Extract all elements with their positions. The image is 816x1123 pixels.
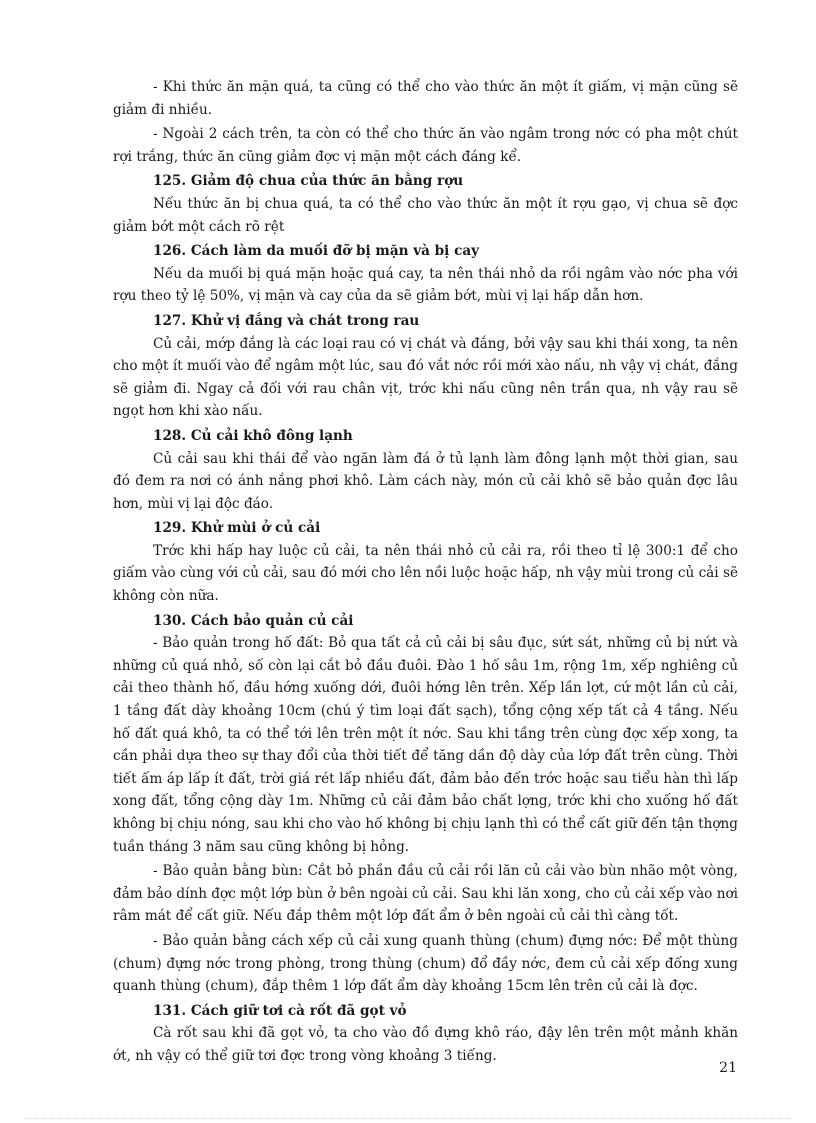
body-paragraph: Nếu da muối bị quá mặn hoặc quá cay, ta nên thái nhỏ da rồi ngâm vào nớc pha với rợu theo tỷ lệ 50%, vị mặn và cay của da sẽ giảm bớt, mùi vị lại hấp dẫn hơn. [113, 265, 738, 305]
section-heading: 125. Giảm độ chua của thức ăn bằng rợu [153, 173, 464, 190]
body-paragraph: - Bảo quản bằng bùn: Cắt bỏ phần đầu củ cải rồi lăn củ cải vào bùn nhão một vòng, đảm bảo dính đợc một lớp bùn ở bên ngoài củ cải. Sau khi lăn xong, cho củ cải xếp vào nơi râm mát để cất giữ. Nếu đắp thêm một lớp đất ẩm ở bên ngoài củ cải thì càng tốt. [113, 863, 738, 925]
page-body [113, 76, 738, 1068]
section-heading: 127. Khử vị đắng và chát trong rau [153, 312, 420, 329]
body-paragraph: Củ cải, mớp đắng là các loại rau có vị chát và đắng, bởi vậy sau khi thái xong, ta nên cho một ít muối vào để ngâm một lúc, sau đó vắt nớc rồi mới xào nấu, nh vậy vị chát, đắng sẽ giảm đi. Ngay cả đối với rau chân vịt, trớc khi nấu cũng nên trần qua, nh vậy rau sẽ ngọt hơn khi xào nấu. [113, 335, 738, 420]
bottom-divider [24, 1118, 792, 1119]
body-paragraph: Nếu thức ăn bị chua quá, ta có thể cho vào thức ăn một ít rợu gạo, vị chua sẽ đợc giảm bớt một cách rõ rệt [113, 195, 738, 235]
section-heading: 128. Củ cải khô đông lạnh [153, 427, 353, 444]
section-heading: 131. Cách giữ tơi cà rốt đã gọt vỏ [153, 1002, 407, 1019]
body-paragraph: Trớc khi hấp hay luộc củ cải, ta nên thái nhỏ củ cải ra, rồi theo tỉ lệ 300:1 để cho giấm vào cùng với củ cải, sau đó mới cho lên nồi luộc hoặc hấp, nh vậy mùi trong củ cải sẽ không còn nữa. [113, 542, 738, 605]
section-heading: 126. Cách làm da muối đỡ bị mặn và bị cay [153, 243, 480, 260]
body-paragraph: Cà rốt sau khi đã gọt vỏ, ta cho vào đồ đựng khô ráo, đậy lên trên một mảnh khăn ớt, nh vậy có thể giữ tơi đợc trong vòng khoảng 3 tiếng. [113, 1025, 738, 1064]
body-paragraph: - Bảo quản bằng cách xếp củ cải xung quanh thùng (chum) đựng nớc: Để một thùng (chum) đựng nớc trong phòng, trong thùng (chum) đổ đầy nớc, đem củ cải xếp đống xung quanh thùng (chum), đắp thêm 1 lớp đất ẩm dày khoảng 15cm lên trên củ cải là đợc. [113, 932, 738, 995]
section-heading: 130. Cách bảo quản củ cải [153, 612, 354, 629]
body-paragraph: - Ngoài 2 cách trên, ta còn có thể cho thức ăn vào ngâm trong nớc có pha một chút rợi trắng, thức ăn cũng giảm đợc vị mặn một cách đáng kể. [113, 126, 738, 165]
section-heading: 129. Khử mùi ở củ cải [153, 520, 321, 537]
body-paragraph: - Khi thức ăn mặn quá, ta cũng có thể cho vào thức ăn một ít giấm, vị mặn cũng sẽ giảm đi nhiều. [113, 79, 738, 118]
body-paragraph: - Bảo quản trong hố đất: Bỏ qua tất cả củ cải bị sâu đục, sứt sát, những củ bị nứt và những củ quá nhỏ, số còn lại cắt bỏ đầu đuôi. Đào 1 hố sâu 1m, rộng 1m, xếp nghiêng củ cải theo thành hố, đầu hớng xuống dới, đuôi hớng lên trên. Xếp lần lợt, cứ một lần củ cải, 1 tầng đất dày khoảng 10cm (chú ý tìm loại đất sạch), tổng cộng xếp tất cả 4 tầng. Nếu hố đất quá khô, ta có thể tới lên trên một ít nớc. Sau khi tầng trên cùng đợc xếp xong, ta cần phải dựa theo sự thay đổi của thời tiết để tăng dần độ dày của lớp đất trên cùng. Thời tiết ấm áp lấp ít đất, trời giá rét lấp nhiều đất, đảm bảo đến trớc hoặc sau tiểu hàn thì lấp xong đất, tổng cộng dày 1m. Những củ cải đảm bảo chất lợng, trớc khi cho xuống hố đất không bị chịu nóng, sau khi cho vào hố không bị chịu lạnh thì có thể cất giữ đến tận thợng tuần tháng 3 năm sau cũng không bị hỏng. [113, 635, 738, 855]
page-number: 21 [719, 1060, 737, 1076]
body-paragraph: Củ cải sau khi thái để vào ngăn làm đá ở tủ lạnh làm đông lạnh một thời gian, sau đó đem ra nơi có ánh nắng phơi khô. Làm cách này, món củ cải khô sẽ bảo quản đợc lâu hơn, mùi vị lại độc đáo. [113, 450, 738, 512]
